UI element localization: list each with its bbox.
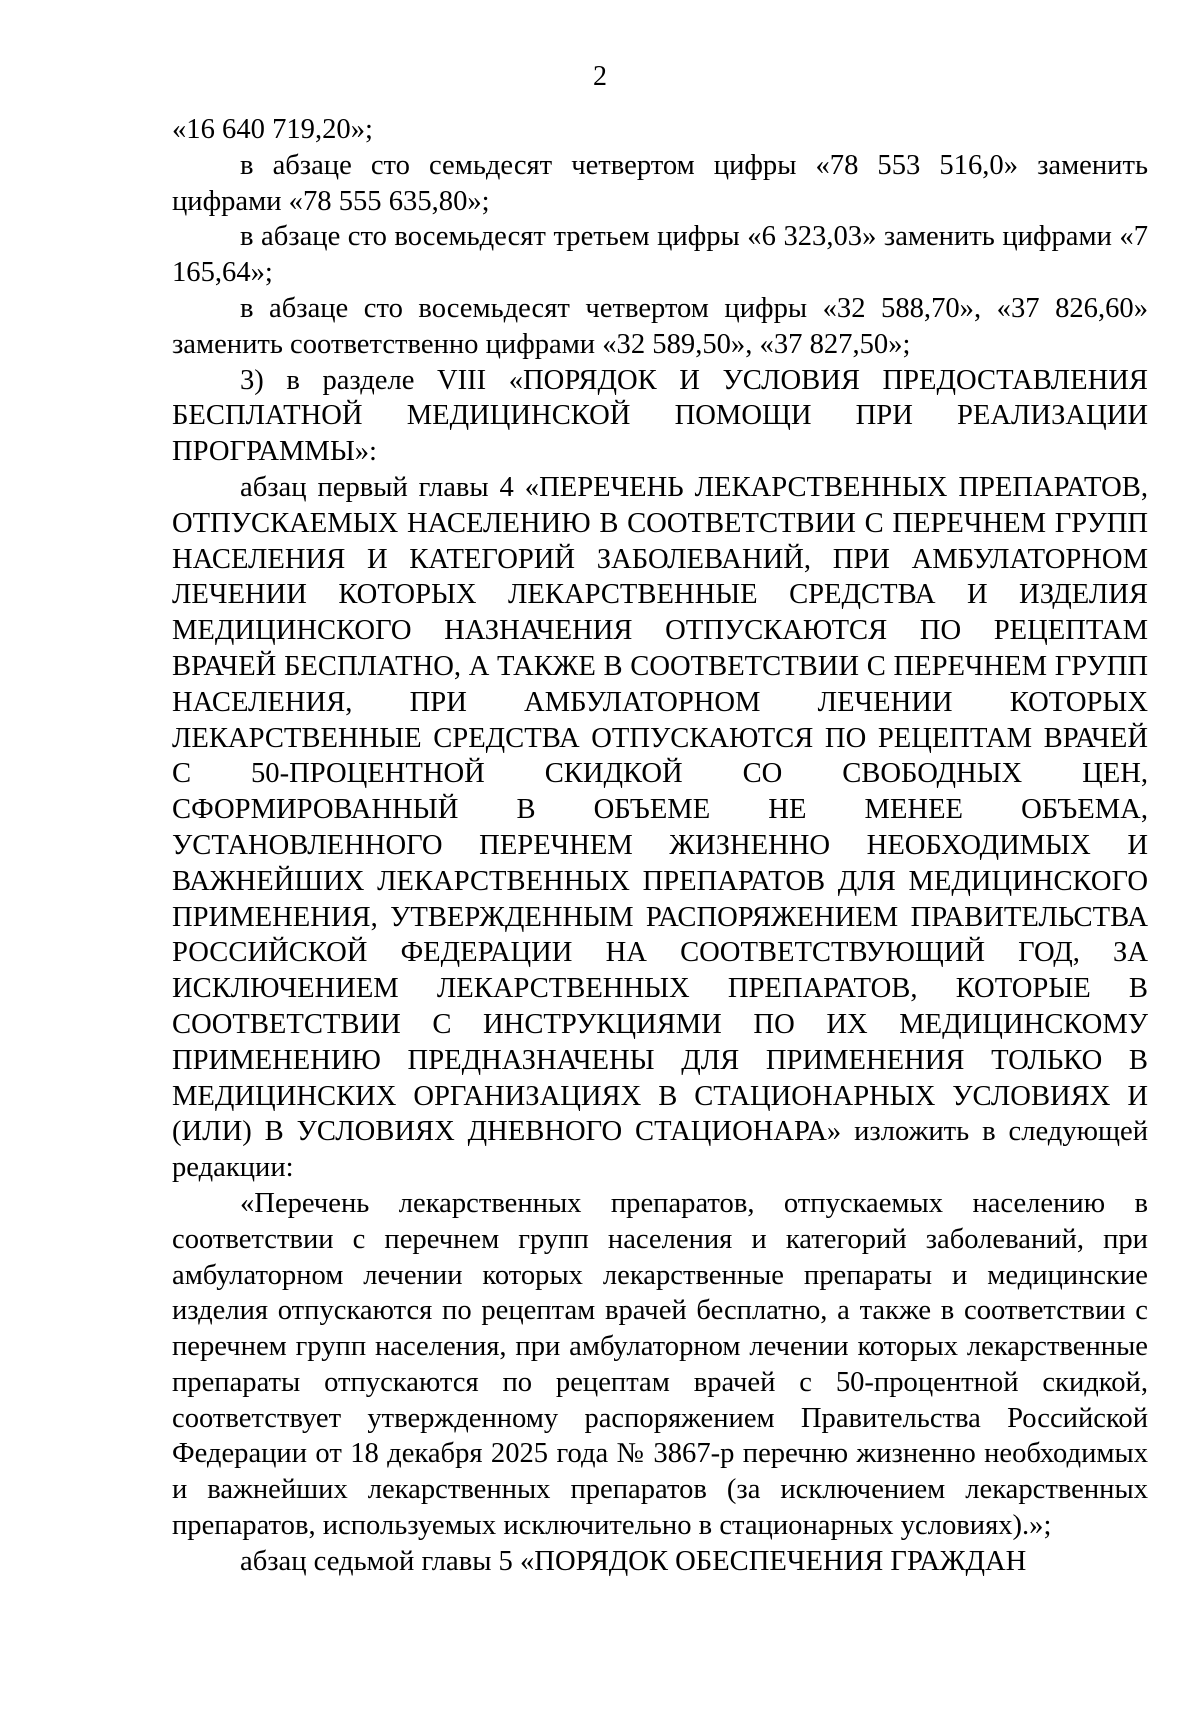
paragraph-amendment-183: в абзаце сто восемьдесят третьем цифры «6 323,03» заменить цифрами «7 165,64»;: [172, 221, 1148, 289]
paragraph-new-wording: «Перечень лекарственных препаратов, отпускаемых населению в соответствии с перечнем групп населения и категорий заболеваний, при амбулаторном лечении которых лекарственные препараты и медицинские изделия отпускаются по рецептам врачей бесплатно, а также в соответствии с перечнем групп населения, при амбулаторном лечении которых лекарственные препараты отпускаются по рецептам врачей с 50-процентной скидкой, соответствует утвержденному распоряжением Правительства Российской Федерации от 18 декабря 2025 года № 3867-р перечню жизненно необходимых и важнейших лекарственных препаратов (за исключением лекарственных препаратов, используемых исключительно в стационарных условиях).»;: [172, 1187, 1148, 1542]
document-body: [172, 112, 1148, 1580]
paragraph-amount-continuation: «16 640 719,20»;: [172, 114, 373, 145]
paragraph-amendment-184: в абзаце сто восемьдесят четвертом цифры «32 588,70», «37 826,60» заменить соответственно цифрами «32 589,50», «37 827,50»;: [172, 292, 1148, 360]
paragraph-chapter-4-title: абзац первый главы 4 «ПЕРЕЧЕНЬ ЛЕКАРСТВЕННЫХ ПРЕПАРАТОВ, ОТПУСКАЕМЫХ НАСЕЛЕНИЮ В СООТВЕТСТВИИ С ПЕРЕЧНЕМ ГРУПП НАСЕЛЕНИЯ И КАТЕГОРИЙ ЗАБОЛЕВАНИЙ, ПРИ АМБУЛАТОРНОМ ЛЕЧЕНИИ КОТОРЫХ ЛЕКАРСТВЕННЫЕ СРЕДСТВА И ИЗДЕЛИЯ МЕДИЦИНСКОГО НАЗНАЧЕНИЯ ОТПУСКАЮТСЯ ПО РЕЦЕПТАМ ВРАЧЕЙ БЕСПЛАТНО, А ТАКЖЕ В СООТВЕТСТВИИ С ПЕРЕЧНЕМ ГРУПП НАСЕЛЕНИЯ, ПРИ АМБУЛАТОРНОМ ЛЕЧЕНИИ КОТОРЫХ ЛЕКАРСТВЕННЫЕ СРЕДСТВА ОТПУСКАЮТСЯ ПО РЕЦЕПТАМ ВРАЧЕЙ С 50-ПРОЦЕНТНОЙ СКИДКОЙ СО СВОБОДНЫХ ЦЕН, СФОРМИРОВАННЫЙ В ОБЪЕМЕ НЕ МЕНЕЕ ОБЪЕМА, УСТАНОВЛЕННОГО ПЕРЕЧНЕМ ЖИЗНЕННО НЕОБХОДИМЫХ И ВАЖНЕЙШИХ ЛЕКАРСТВЕННЫХ ПРЕПАРАТОВ ДЛЯ МЕДИЦИНСКОГО ПРИМЕНЕНИЯ, УТВЕРЖДЕННЫМ РАСПОРЯЖЕНИЕМ ПРАВИТЕЛЬСТВА РОССИЙСКОЙ ФЕДЕРАЦИИ НА СООТВЕТСТВУЮЩИЙ ГОД, ЗА ИСКЛЮЧЕНИЕМ ЛЕКАРСТВЕННЫХ ПРЕПАРАТОВ, КОТОРЫЕ В СООТВЕТСТВИИ С ИНСТРУКЦИЯМИ ПО ИХ МЕДИЦИНСКОМУ ПРИМЕНЕНИЮ ПРЕДНАЗНАЧЕНЫ ДЛЯ ПРИМЕНЕНИЯ ТОЛЬКО В МЕДИЦИНСКИХ ОРГАНИЗАЦИЯХ В СТАЦИОНАРНЫХ УСЛОВИЯХ И (ИЛИ) В УСЛОВИЯХ ДНЕВНОГО СТАЦИОНАРА» изложить в следующей редакции:: [172, 471, 1148, 1184]
page-number: 2: [593, 61, 607, 92]
paragraph-chapter-5-start: абзац седьмой главы 5 «ПОРЯДОК ОБЕСПЕЧЕНИЯ ГРАЖДАН: [240, 1545, 1027, 1577]
paragraph-section-viii: 3) в разделе VIII «ПОРЯДОК И УСЛОВИЯ ПРЕДОСТАВЛЕНИЯ БЕСПЛАТНОЙ МЕДИЦИНСКОЙ ПОМОЩИ ПРИ РЕАЛИЗАЦИИ ПРОГРАММЫ»:: [172, 364, 1148, 468]
paragraph-amendment-174: в абзаце сто семьдесят четвертом цифры «78 553 516,0» заменить цифрами «78 555 635,80»;: [172, 149, 1148, 217]
